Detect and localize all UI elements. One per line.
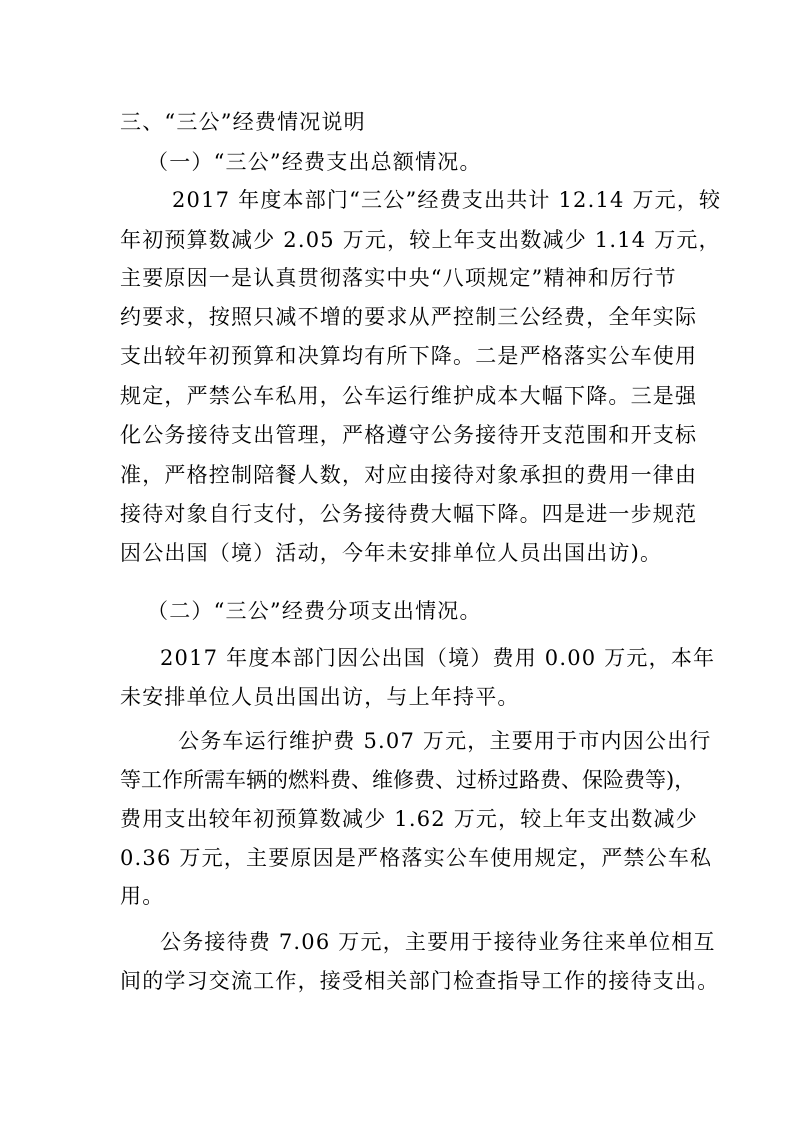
subsection-heading-2: （二）“三公”经费分项支出情况。 bbox=[147, 599, 482, 623]
paragraph-1-line: 2017 年度本部门“三公”经费支出共计 12.14 万元，较 bbox=[172, 188, 722, 212]
paragraph-1-line: 接待对象自行支付，公务接待费大幅下降。四是进一步规范 bbox=[120, 502, 698, 526]
paragraph-3-line: 公务车运行维护费 5.07 万元，主要用于市内因公出行 bbox=[178, 729, 712, 753]
paragraph-3-line: 等工作所需车辆的燃料费、维修费、过桥过路费、保险费等)， bbox=[120, 768, 696, 792]
paragraph-1-line: 准，严格控制陪餐人数，对应由接待对象承担的费用一律由 bbox=[120, 463, 698, 487]
subsection-heading-1: （一）“三公”经费支出总额情况。 bbox=[147, 150, 482, 174]
paragraph-3-line: 费用支出较年初预算数减少 1.62 万元，较上年支出数减少 bbox=[120, 807, 698, 831]
paragraph-3-line: 0.36 万元，主要原因是严格落实公车使用规定，严禁公车私 bbox=[120, 846, 713, 870]
paragraph-1-line: 化公务接待支出管理，严格遵守公务接待开支范围和开支标 bbox=[120, 423, 698, 447]
paragraph-1-line: 约要求，按照只减不增的要求从严控制三公经费，全年实际 bbox=[120, 305, 698, 329]
paragraph-4-line: 公务接待费 7.06 万元，主要用于接待业务往来单位相互 bbox=[160, 930, 716, 954]
paragraph-1-line: 年初预算数减少 2.05 万元，较上年支出数减少 1.14 万元， bbox=[120, 228, 721, 252]
paragraph-2-line: 2017 年度本部门因公出国（境）费用 0.00 万元，本年 bbox=[160, 646, 716, 670]
paragraph-1-line: 因公出国（境）活动，今年未安排单位人员出国出访)。 bbox=[120, 541, 663, 565]
section-heading: 三、“三公”经费情况说明 bbox=[120, 110, 366, 134]
paragraph-1-line: 规定，严禁公车私用，公车运行维护成本大幅下降。三是强 bbox=[120, 384, 698, 408]
paragraph-3-line: 用。 bbox=[120, 884, 165, 908]
paragraph-4-line: 间的学习交流工作，接受相关部门检查指导工作的接待支出。 bbox=[120, 969, 720, 993]
paragraph-1-line: 支出较年初预算和决算均有所下降。二是严格落实公车使用 bbox=[120, 344, 698, 368]
paragraph-1-line: 主要原因一是认真贯彻落实中央“八项规定”精神和厉行节 bbox=[120, 266, 677, 290]
paragraph-2-line: 未安排单位人员出国出访，与上年持平。 bbox=[120, 685, 520, 709]
